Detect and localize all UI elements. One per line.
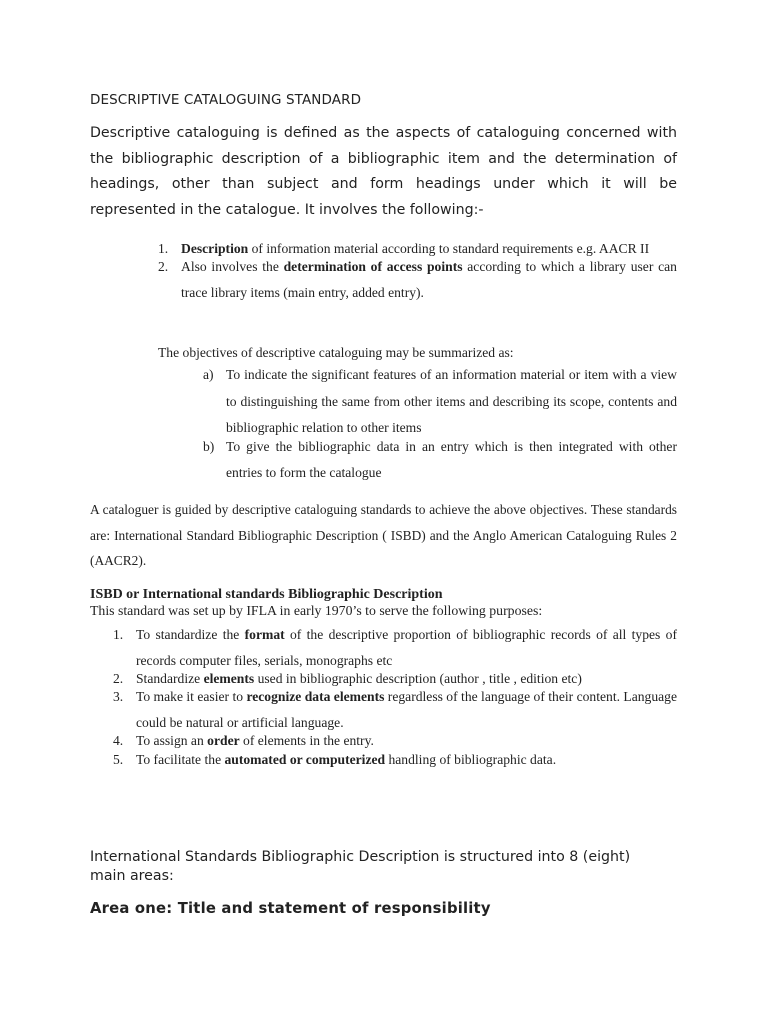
objectives-intro: The objectives of descriptive cataloguing may be summarized as: (158, 345, 514, 360)
isbd-purposes-list (113, 622, 677, 770)
structure-paragraph: International Standards Bibliographic Description is structured into 8 (eight) main areas: (90, 849, 631, 884)
list-text: To facilitate the (136, 752, 225, 767)
section-heading: ISBD or International standards Bibliographic Description (90, 587, 443, 602)
list-text: To make it easier to (136, 689, 247, 704)
list-text: To assign an (136, 733, 208, 748)
list-bold-term: order (207, 733, 240, 748)
list-text: according to which a library user can trace library items (main entry, added entry). (181, 259, 677, 300)
list-text: Also involves the (181, 259, 284, 274)
list-text: handling of bibliographic data. (385, 752, 557, 767)
list-number: 4. (113, 733, 124, 748)
list-number: 3. (113, 689, 124, 704)
list-item (158, 254, 677, 306)
list-item (113, 622, 677, 674)
standards-paragraph: A cataloguer is guided by descriptive cataloguing standards to achieve the above objectives. These standards are: International Standard Bibliographic Description ( ISBD) and the Anglo American Cataloguing Rules 2 (AACR2). (90, 502, 677, 568)
list-text: of elements in the entry. (239, 733, 374, 748)
section-intro: This standard was set up by IFLA in early 1970’s to serve the following purposes: (90, 603, 543, 618)
list-text: of the descriptive proportion of bibliographic records of all types of records computer files, serials, monographs etc (136, 627, 677, 668)
list-text: Standardize (136, 671, 204, 686)
list-bold-term: format (244, 627, 285, 642)
intro-paragraph: Descriptive cataloguing is defined as the aspects of cataloguing concerned with the bibliographic description of a bibliographic item and the determination of headings, other than subject and form headings under which it will be represented in the catalogue. It involves the following:- (90, 125, 677, 218)
list-text: To standardize the (136, 627, 245, 642)
list-item (203, 434, 677, 486)
list-number: 2. (158, 259, 169, 274)
list-bold-term: determination of access points (283, 259, 463, 274)
list-number: 2. (113, 671, 124, 686)
list-bold-term: Description (181, 241, 249, 256)
list-text: of information material according to standard requirements e.g. AACR II (248, 241, 650, 256)
list-item (113, 750, 677, 770)
list-text: used in bibliographic description (author , title , edition etc) (254, 671, 582, 686)
list-bold-term: recognize data elements (246, 689, 385, 704)
list-letter: a) (203, 367, 214, 382)
objectives-list (203, 362, 677, 486)
area-one-heading: Area one: Title and statement of responsibility (90, 900, 491, 917)
list-item (113, 732, 677, 750)
involves-list (158, 236, 677, 306)
list-item (203, 362, 677, 442)
list-bold-term: automated or computerized (224, 752, 386, 767)
list-letter: b) (203, 438, 215, 454)
list-text: regardless of the language of their content. Language could be natural or artificial language. (136, 689, 677, 730)
list-item (113, 684, 677, 736)
list-bold-term: elements (203, 671, 255, 686)
list-number: 5. (113, 752, 124, 767)
document-heading: DESCRIPTIVE CATALOGUING STANDARD (90, 92, 362, 108)
list-text: To give the bibliographic data in an entry which is then integrated with other entries to form the catalogue (226, 438, 677, 480)
list-number: 1. (158, 241, 169, 256)
list-text: To indicate the significant features of an information material or item with a view to distinguishing the same from other items and describing its scope, contents and bibliographic relation to other items (226, 367, 677, 435)
list-number: 1. (113, 627, 124, 642)
